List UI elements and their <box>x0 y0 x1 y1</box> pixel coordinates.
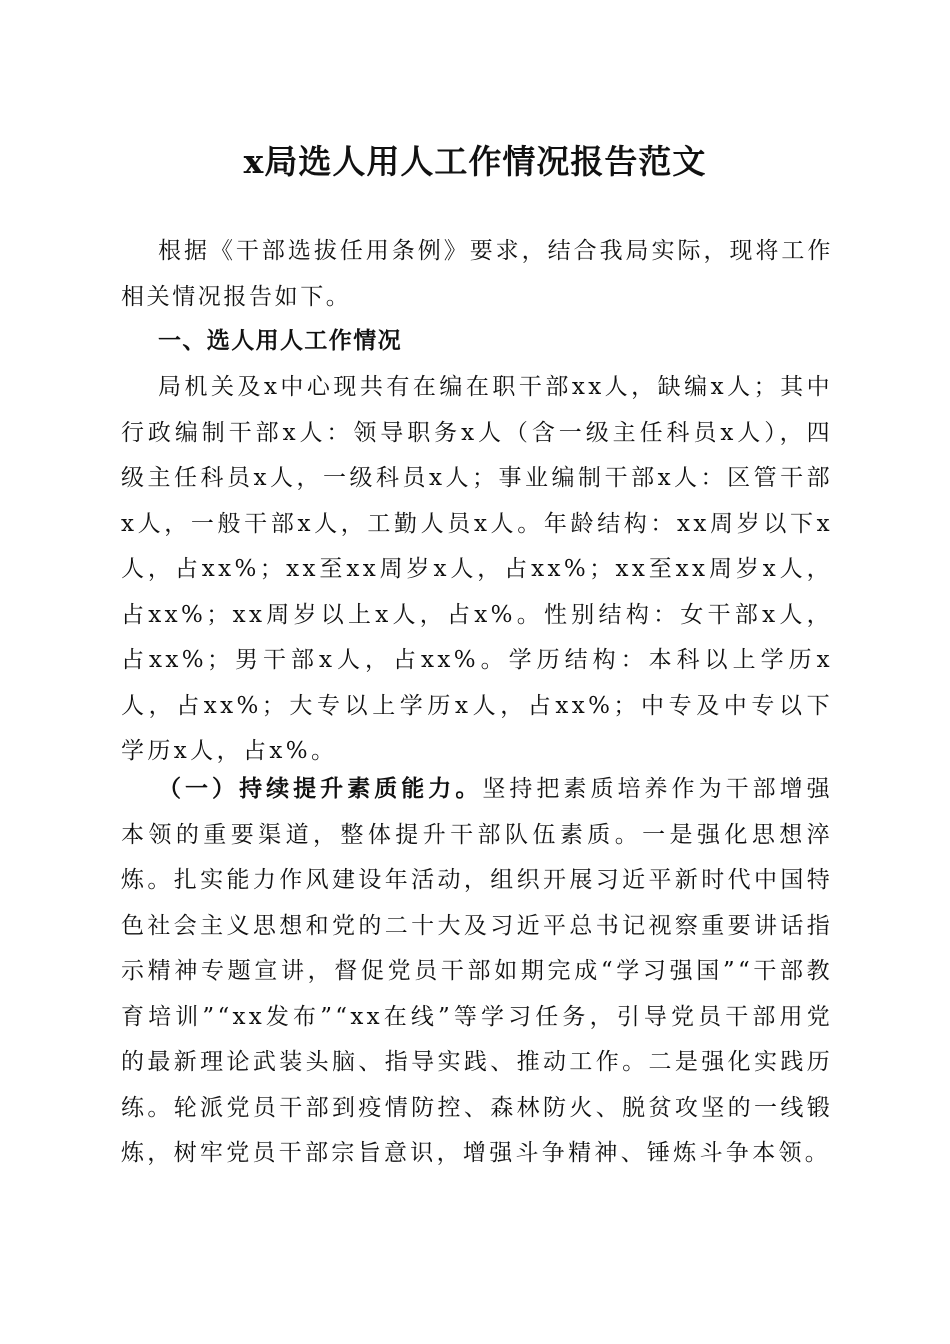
staffing-paragraph: 局机关及x中心现共有在编在职干部xx人，缺编x人；其中行政编制干部x人：领导职务x人（含一级主任科员x人），四级主任科员x人，一级科员x人；事业编制干部x人：区管干部x人，一般干部x人，工勤人员x人。年龄结构：xx周岁以下x人，占xx%；xx至xx周岁x人，占xx%；xx至xx周岁x人，占xx%；xx周岁以上x人，占x%。性别结构：女干部x人，占xx%；男干部x人，占xx%。学历结构：本科以上学历x人，占xx%；大专以上学历x人，占xx%；中专及中专以下学历x人，占x%。 <box>121 374 833 764</box>
document-title: x局选人用人工作情况报告范文 <box>243 142 707 181</box>
subsection-paragraph <box>121 766 833 1177</box>
subsection-body: 坚持把素质培养作为干部增强本领的重要渠道，整体提升干部队伍素质。一是强化思想淬炼。扎实能力作风建设年活动，组织开展习近平新时代中国特色社会主义思想和党的二十大及习近平总书记视察重要讲话指示精神专题宣讲，督促党员干部如期完成“学习强国”“干部教育培训”“xx发布”“xx在线”等学习任务，引导党员干部用党的最新理论武装头脑、指导实践、推动工作。二是强化实践历练。轮派党员干部到疫情防控、森林防火、脱贫攻坚的一线锻炼，树牢党员干部宗旨意识，增强斗争精神、锤炼斗争本领。 <box>121 776 833 1166</box>
intro-paragraph: 根据《干部选拔任用条例》要求，结合我局实际，现将工作相关情况报告如下。 <box>121 238 833 310</box>
subsection-lead: （一）持续提升素质能力。 <box>158 775 483 802</box>
section-heading: 一、选人用人工作情况 <box>158 328 402 354</box>
